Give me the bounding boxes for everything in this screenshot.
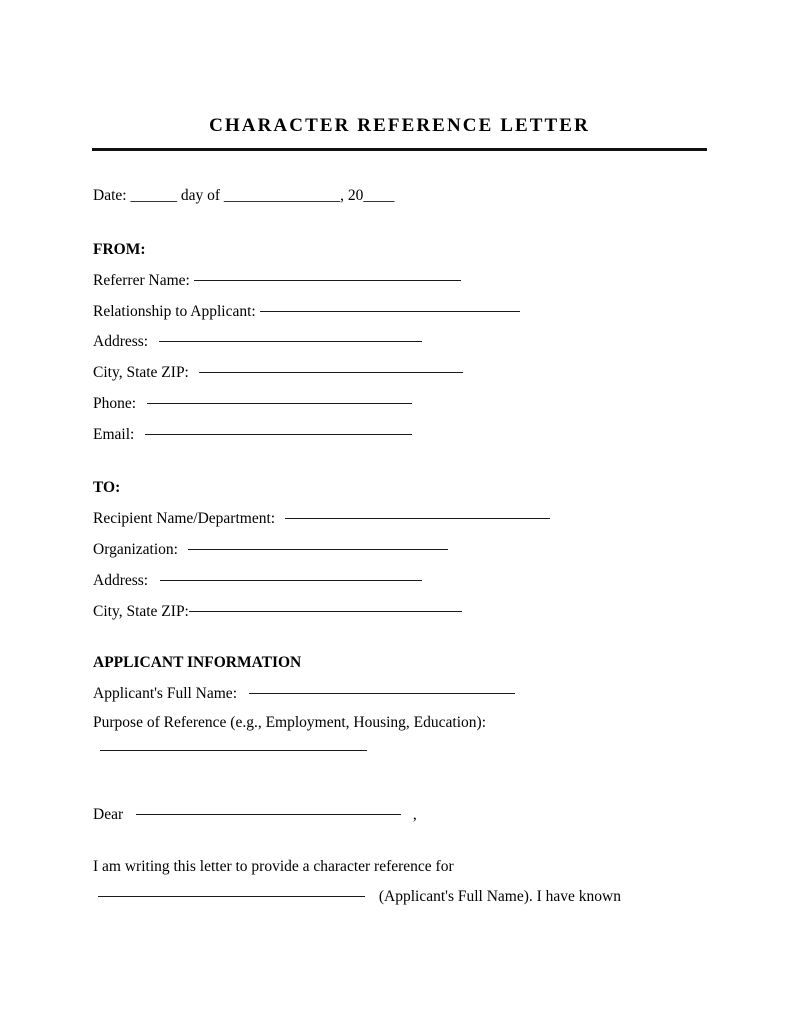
from-city-state-zip-input[interactable]	[199, 372, 463, 373]
from-relationship-label: Relationship to Applicant:	[93, 303, 256, 320]
body-applicant-name-input[interactable]	[98, 896, 365, 897]
from-field-relationship	[93, 302, 520, 322]
from-heading: FROM:	[93, 241, 146, 258]
applicant-purpose-label: Purpose of Reference (e.g., Employment, Housing, Education):	[93, 714, 486, 731]
date-label: Date:	[93, 187, 127, 204]
to-city-state-zip-input[interactable]	[189, 611, 462, 612]
from-city-state-zip-label: City, State ZIP:	[93, 364, 189, 381]
date-day-of-text: day of	[180, 187, 220, 204]
to-field-city-state-zip	[93, 602, 462, 622]
to-field-recipient	[93, 509, 550, 529]
applicant-full-name-label: Applicant's Full Name:	[93, 685, 237, 702]
from-field-city-state-zip	[93, 363, 463, 383]
applicant-information-heading: APPLICANT INFORMATION	[93, 654, 302, 671]
date-month-blank[interactable]: _______________	[223, 187, 341, 204]
to-recipient-label: Recipient Name/Department:	[93, 510, 276, 527]
salutation-line	[93, 805, 417, 825]
to-address-label: Address:	[93, 572, 149, 589]
date-line	[93, 186, 394, 206]
title-divider	[92, 148, 707, 151]
salutation-input[interactable]	[136, 814, 401, 815]
applicant-field-full-name	[93, 684, 515, 704]
from-field-email	[93, 425, 412, 445]
from-relationship-input[interactable]	[260, 311, 520, 312]
from-phone-input[interactable]	[147, 403, 412, 404]
date-day-blank[interactable]: ______	[130, 187, 177, 204]
from-email-label: Email:	[93, 426, 135, 443]
to-city-state-zip-label: City, State ZIP:	[93, 603, 189, 620]
from-email-input[interactable]	[145, 434, 412, 435]
to-field-organization	[93, 540, 448, 560]
salutation-comma: ,	[412, 806, 417, 823]
date-year-blank[interactable]: ____	[363, 187, 395, 204]
applicant-purpose-input[interactable]	[100, 750, 367, 751]
page-title: CHARACTER REFERENCE LETTER	[209, 115, 590, 136]
to-field-address	[93, 571, 422, 591]
from-field-referrer-name	[93, 271, 461, 291]
to-heading: TO:	[93, 479, 121, 496]
from-address-input[interactable]	[159, 341, 422, 342]
body-continuation-text: (Applicant's Full Name). I have known	[378, 888, 622, 905]
from-referrer-name-label: Referrer Name:	[93, 272, 190, 289]
applicant-full-name-input[interactable]	[249, 693, 515, 694]
from-referrer-name-input[interactable]	[194, 280, 461, 281]
from-field-phone	[93, 394, 412, 414]
to-recipient-input[interactable]	[285, 518, 550, 519]
salutation-label: Dear	[93, 806, 124, 823]
body-opening-text: I am writing this letter to provide a character reference for	[93, 858, 454, 875]
from-address-label: Address:	[93, 333, 149, 350]
body-continuation-line	[98, 887, 621, 907]
date-year-prefix: , 20	[340, 187, 364, 204]
to-organization-input[interactable]	[188, 549, 448, 550]
to-organization-label: Organization:	[93, 541, 178, 558]
from-phone-label: Phone:	[93, 395, 137, 412]
to-address-input[interactable]	[160, 580, 422, 581]
from-field-address	[93, 332, 422, 352]
